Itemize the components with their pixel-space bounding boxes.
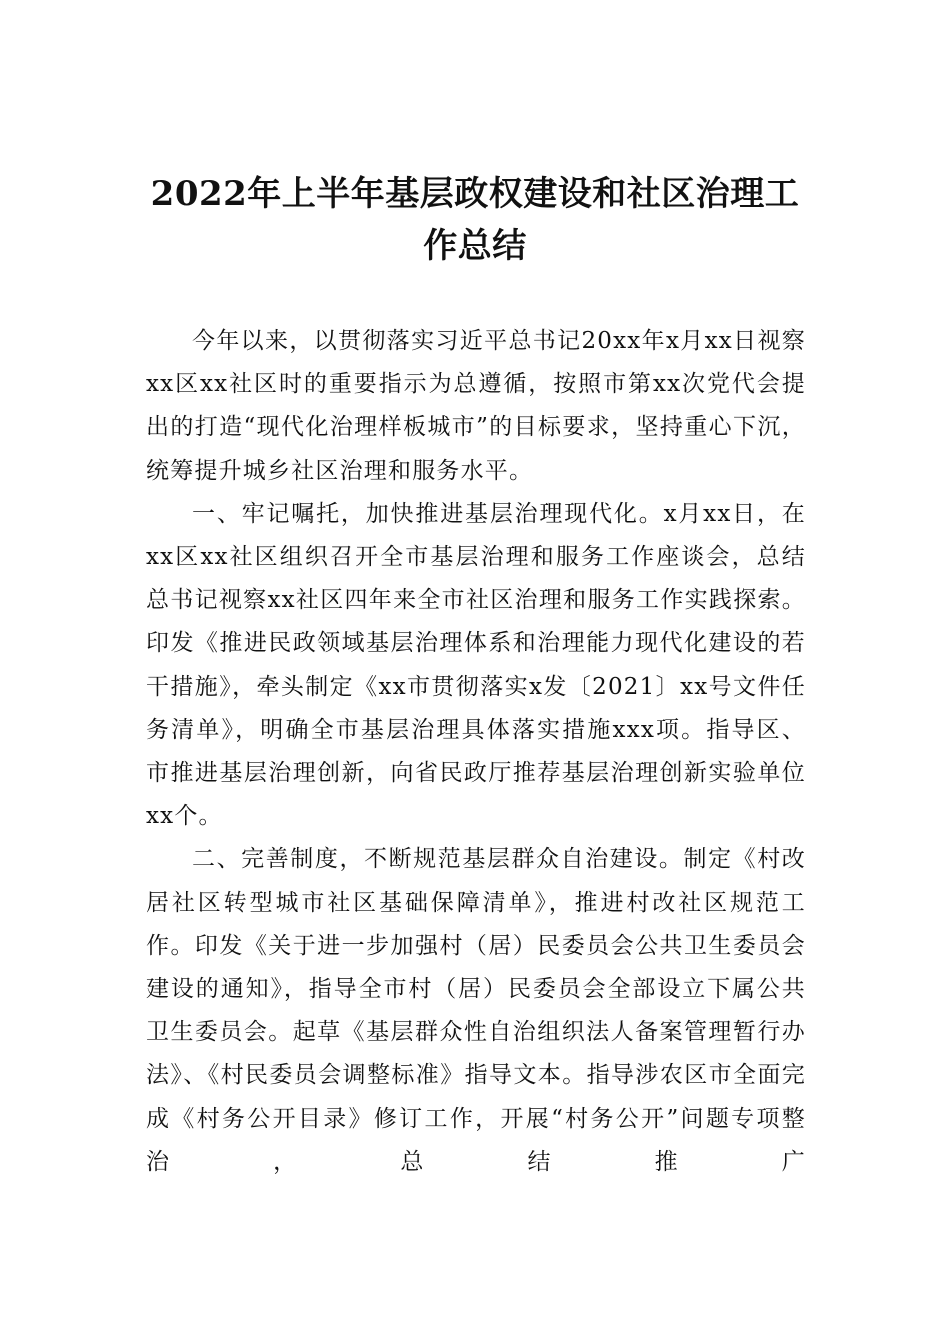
title-line-1: 2022年上半年基层政权建设和社区治理工 — [150, 174, 800, 214]
paragraph-section-2: 二、完善制度，不断规范基层群众自治建设。制定《村改居社区转型城市社区基础保障清单》，推进村改社区规范工作。印发《关于进一步加强村（居）民委员会公共卫生委员会建设的通知》，指导全市村（居）民委员会全部设立下属公共卫生委员会。起草《基层群众性自治组织法人备案管理暂行办法》、《村民委员会调整标准》指导文本。指导涉农区市全面完成《村务公开目录》修订工作，开展“村务公开”问题专项整治，总结推广 — [146, 846, 806, 1175]
document-body — [146, 320, 806, 1184]
paragraph-intro: 今年以来，以贯彻落实习近平总书记20xx年x月xx日视察xx区xx社区时的重要指示为总遵循，按照市第xx次党代会提出的打造“现代化治理样板城市”的目标要求，坚持重心下沉，统筹提升城乡社区治理和服务水平。 — [146, 328, 806, 484]
title-line-2: 作总结 — [423, 226, 527, 266]
document-title — [140, 168, 810, 272]
paragraph-section-1: 一、牢记嘱托，加快推进基层治理现代化。x月xx日，在xx区xx社区组织召开全市基层治理和服务工作座谈会，总结总书记视察xx社区四年来全市社区治理和服务工作实践探索。印发《推进民政领域基层治理体系和治理能力现代化建设的若干措施》，牵头制定《xx市贯彻落实x发〔2021〕xx号文件任务清单》，明确全市基层治理具体落实措施xxx项。指导区、市推进基层治理创新，向省民政厅推荐基层治理创新实验单位xx个。 — [146, 500, 806, 830]
